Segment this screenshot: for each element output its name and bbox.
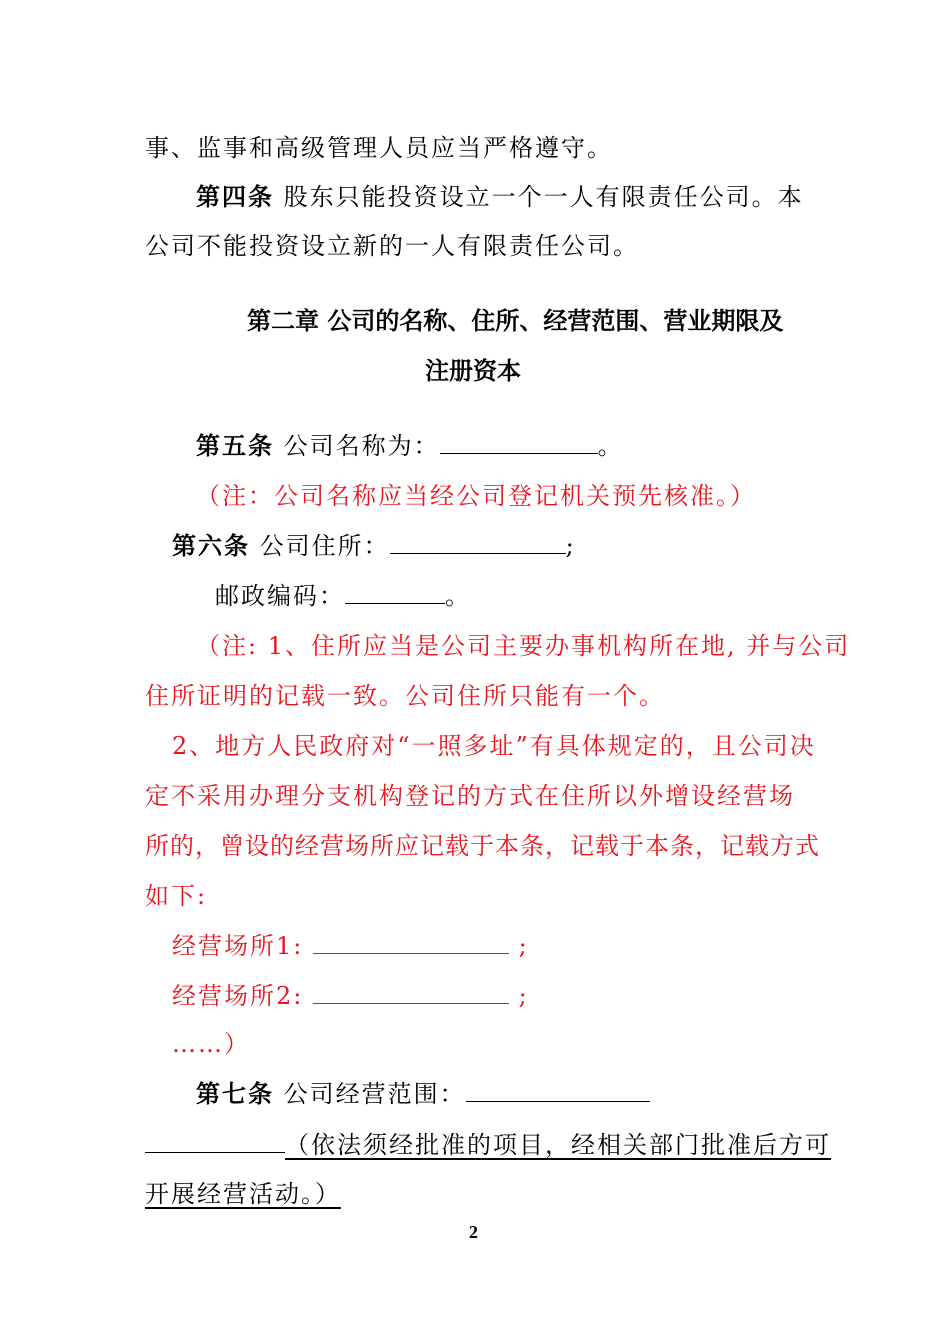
address-blank — [390, 531, 566, 554]
article-6-note-6: 如下: — [145, 882, 208, 910]
article-7-note-1: （依法须经批准的项目，经相关部门批准后方可 — [285, 1131, 831, 1159]
article-7 — [196, 1078, 650, 1110]
article-6-note-3: 2、地方人民政府对“一照多址”有具体规定的，且公司决 — [172, 732, 816, 760]
article-6-text: 公司住所： — [259, 532, 390, 560]
chapter-2-title-line-1: 第二章 公司的名称、住所、经营范围、营业期限及 — [247, 307, 784, 335]
article-7-note-line-1 — [145, 1128, 831, 1161]
article-6-note-2: 住所证明的记载一致。公司住所只能有一个。 — [145, 682, 665, 710]
article-6 — [172, 530, 576, 562]
postal-code-end: 。 — [445, 582, 471, 610]
article-7-text: 公司经营范围： — [283, 1080, 466, 1108]
postal-code-blank — [345, 581, 445, 604]
article-7-label: 第七条 — [196, 1079, 274, 1108]
company-name-blank — [440, 431, 598, 454]
ellipsis-line: ……） — [172, 1030, 250, 1058]
article-5-label: 第五条 — [196, 431, 274, 460]
article-5 — [196, 430, 624, 462]
page-number: 2 — [469, 1222, 478, 1242]
business-place-2 — [172, 980, 529, 1012]
business-scope-blank-2 — [145, 1128, 285, 1153]
business-place-1-blank — [313, 931, 509, 954]
business-place-1 — [172, 930, 529, 962]
article-7-note-2: 开展经营活动。） — [145, 1180, 341, 1208]
article-6-note-5: 所的，曾设的经营场所应记载于本条，记载于本条，记载方式 — [145, 832, 820, 860]
article-6-note-1: （注: 1、住所应当是公司主要办事机构所在地, 并与公司 — [196, 632, 851, 660]
article-5-end: 。 — [597, 432, 624, 460]
article-6-end: ; — [565, 532, 576, 560]
article-4 — [196, 181, 804, 213]
postal-code — [215, 580, 471, 612]
article-5-text: 公司名称为： — [283, 432, 440, 460]
business-place-1-label: 经营场所1: — [172, 932, 304, 960]
article-4-continued: 公司不能投资设立新的一人有限责任公司。 — [145, 232, 639, 260]
article-4-text: 股东只能投资设立一个一人有限责任公司。本 — [283, 183, 804, 211]
chapter-2-title-line-2: 注册资本 — [425, 357, 521, 385]
article-4-label: 第四条 — [196, 182, 274, 211]
business-place-2-label: 经营场所2: — [172, 982, 304, 1010]
business-place-1-end: ; — [518, 932, 529, 960]
business-place-2-end: ; — [518, 982, 529, 1010]
article-7-note-line-2 — [145, 1178, 341, 1210]
postal-code-text: 邮政编码： — [215, 582, 345, 610]
text-line-1: 事、监事和高级管理人员应当严格遵守。 — [145, 134, 613, 162]
article-6-label: 第六条 — [172, 531, 250, 560]
business-scope-blank — [466, 1079, 650, 1102]
business-place-2-blank — [313, 981, 509, 1004]
article-5-note: （注：公司名称应当经公司登记机关预先核准。） — [196, 482, 756, 510]
article-6-note-4: 定不采用办理分支机构登记的方式在住所以外增设经营场 — [145, 782, 795, 810]
